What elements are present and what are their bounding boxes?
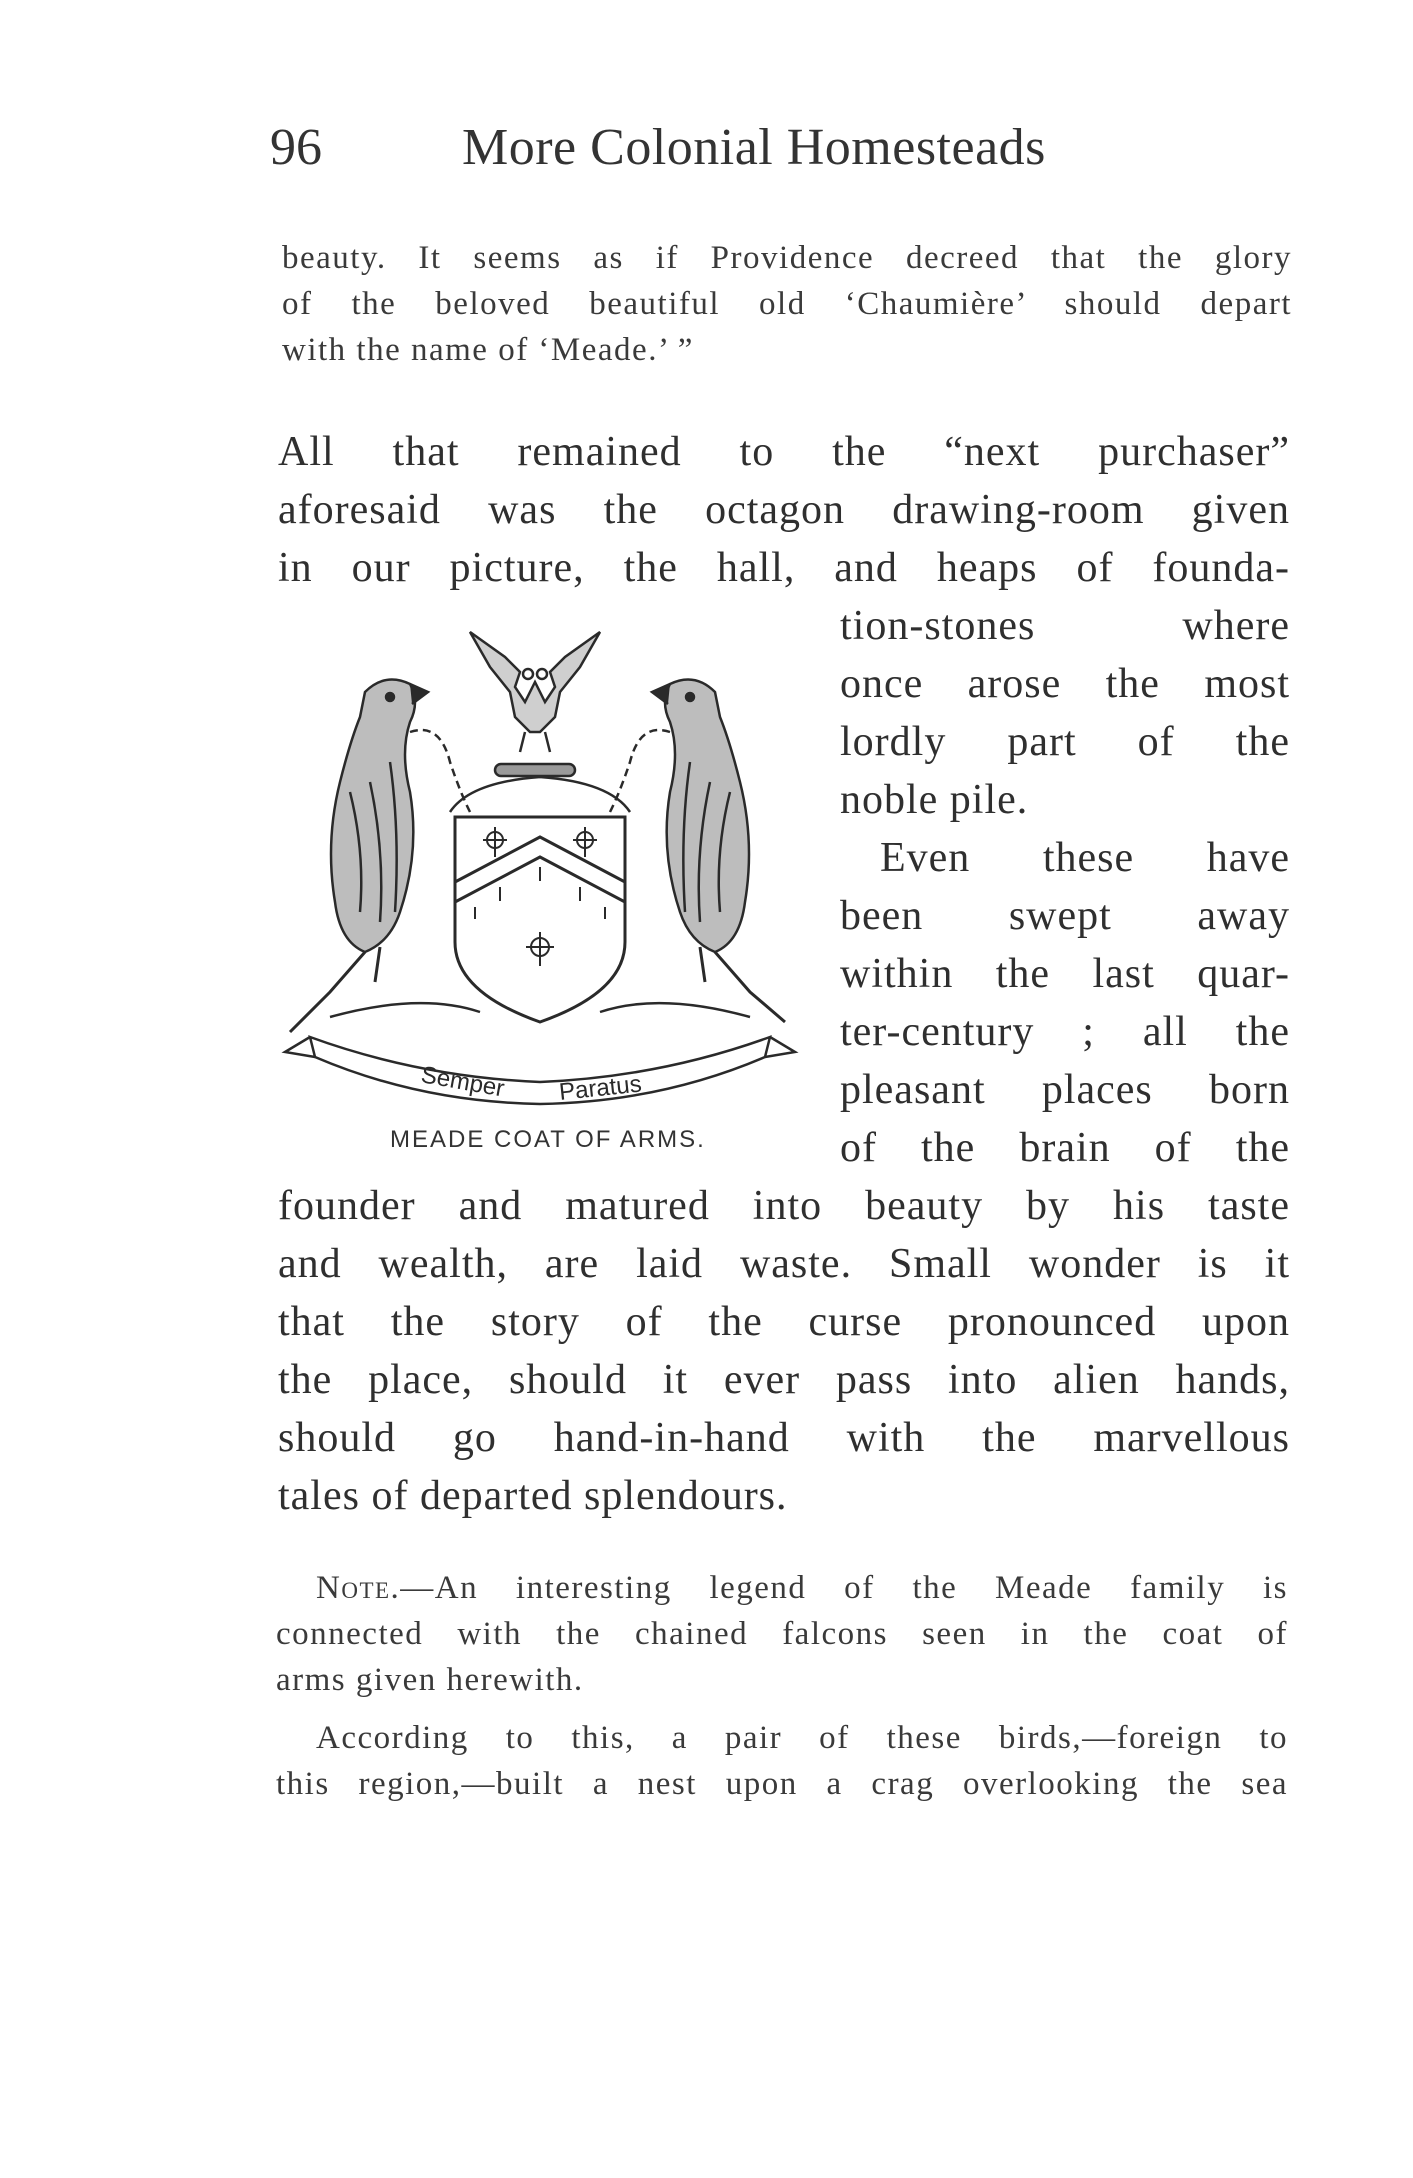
quote-line: of the beloved beautiful old ‘Chaumière’ should depart: [282, 286, 1292, 322]
double-eagle-crest-icon: [470, 632, 600, 776]
right-falcon-icon: [652, 680, 785, 1023]
body-line: founder and matured into beauty by his taste: [278, 1183, 1290, 1229]
body-line: the place, should it ever pass into alien hands,: [278, 1357, 1290, 1403]
footnote-block: [276, 1565, 1288, 1807]
body-line: All that remained to the “next purchaser”: [278, 429, 1290, 475]
body-line: within the last quar-: [840, 951, 1290, 997]
note-line: this region,—built a nest upon a crag overlooking the sea: [276, 1766, 1288, 1802]
shield-icon: [455, 817, 625, 1022]
running-header: [270, 118, 1290, 188]
body-line: in our picture, the hall, and heaps of founda-: [278, 545, 1290, 591]
left-falcon-icon: [290, 680, 428, 1033]
note-line: connected with the chained falcons seen in the coat of: [276, 1616, 1288, 1652]
body-line: that the story of the curse pronounced upon: [278, 1299, 1290, 1345]
note-line-text: —An interesting legend of the Meade family is: [400, 1570, 1288, 1606]
coat-of-arms-illustration: [270, 612, 810, 1122]
body-line: once arose the most: [840, 661, 1290, 707]
note-label: Note.: [316, 1570, 401, 1606]
quote-line: with the name of ‘Meade.’ ”: [282, 332, 694, 368]
motto-text-2: Paratus: [557, 1070, 643, 1106]
body-line: tales of departed splendours.: [278, 1473, 788, 1519]
quotation-block: [282, 235, 1292, 373]
body-line: should go hand-in-hand with the marvellous: [278, 1415, 1290, 1461]
body-line: aforesaid was the octagon drawing-room given: [278, 487, 1290, 533]
body-line: noble pile.: [840, 777, 1029, 823]
note-line: arms given herewith.: [276, 1662, 584, 1698]
body-line: pleasant places born: [840, 1067, 1290, 1113]
body-line: been swept away: [840, 893, 1290, 939]
body-line: ter-century ; all the: [840, 1009, 1290, 1055]
figure-caption: MEADE COAT OF ARMS.: [390, 1126, 706, 1153]
body-line: Even these have: [880, 835, 1290, 881]
mantling-icon: [450, 777, 630, 812]
body-line: lordly part of the: [840, 719, 1290, 765]
note-line: According to this, a pair of these birds,—foreign to: [316, 1720, 1288, 1756]
running-title: More Colonial Homesteads: [462, 119, 1046, 176]
body-line: of the brain of the: [840, 1125, 1290, 1171]
page-number: 96: [270, 119, 322, 176]
body-line: and wealth, are laid waste. Small wonder is it: [278, 1241, 1290, 1287]
motto-text-1: Semper: [418, 1061, 507, 1103]
coat-of-arms-figure: [270, 612, 810, 1192]
quote-line: beauty. It seems as if Providence decreed that the glory: [282, 240, 1292, 276]
motto-ribbon-icon: [285, 1037, 795, 1104]
body-line: tion-stones where: [840, 603, 1290, 649]
note-line: [276, 1565, 1288, 1611]
